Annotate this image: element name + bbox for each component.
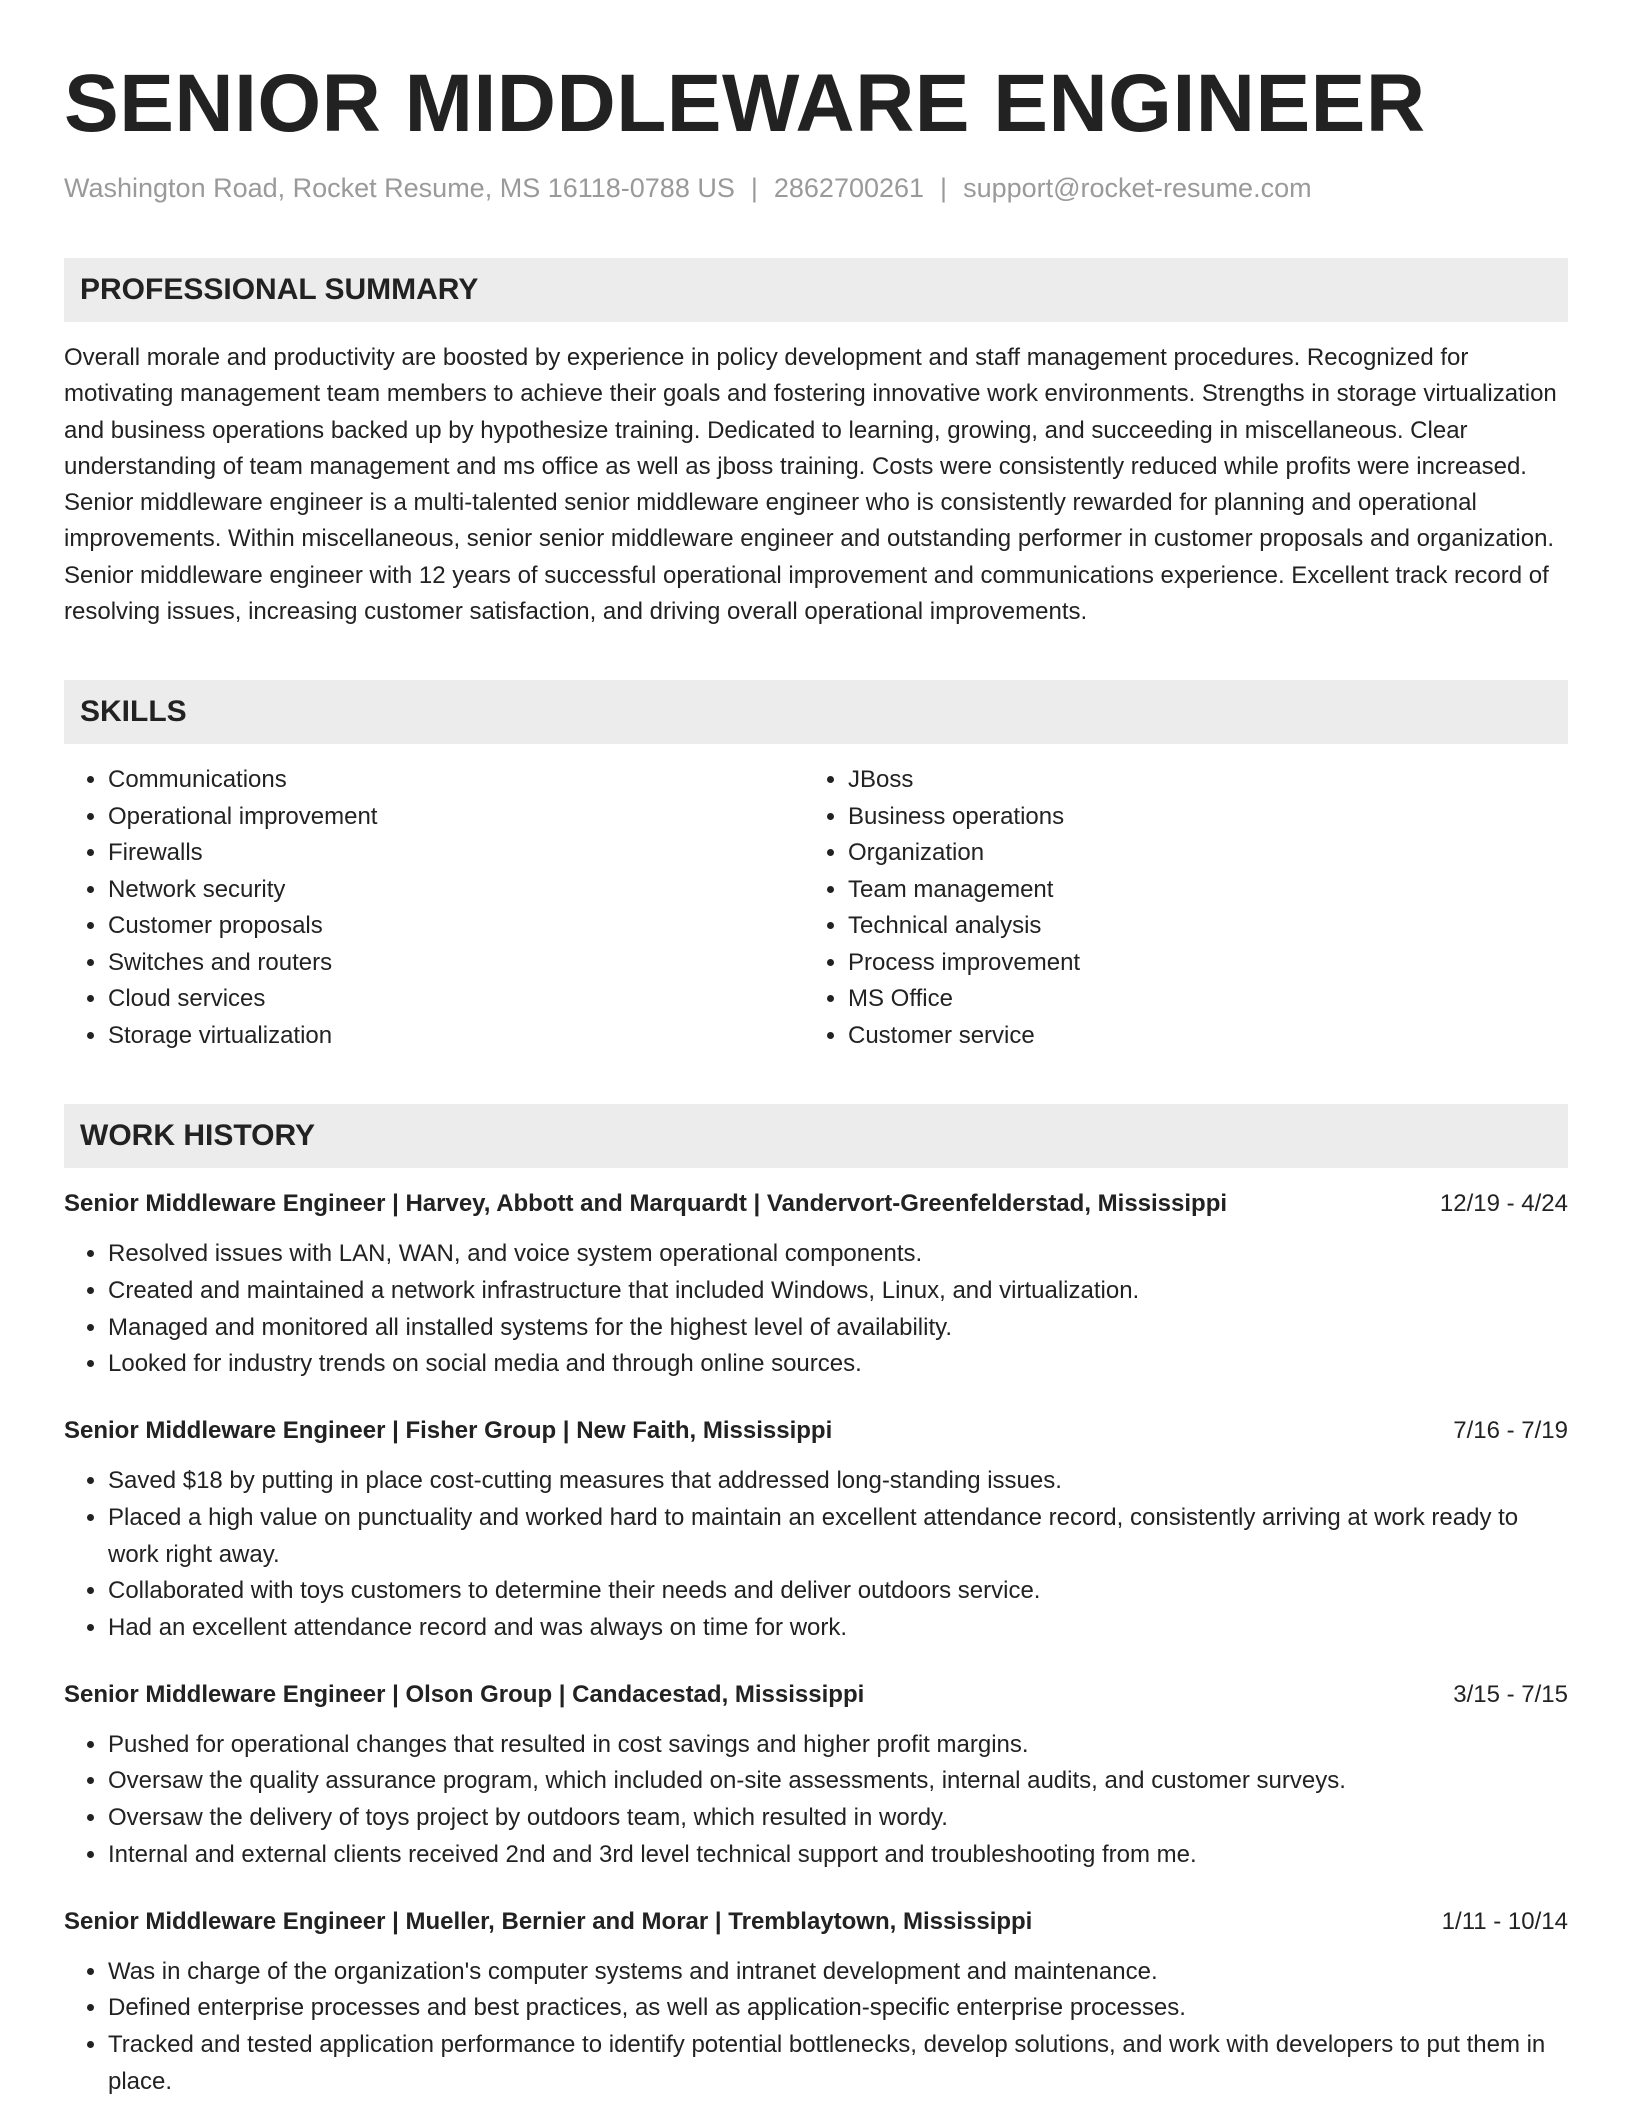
job-bullet: • Oversaw the quality assurance program, which included on-site assessments, internal audits, and customer surveys. (108, 1763, 1568, 1800)
skills-column-right (804, 762, 1544, 1054)
skill-item: • Storage virtualization (108, 1018, 804, 1055)
skill-item: • Team management (848, 872, 1544, 909)
job-bullet: • Was in charge of the organization's computer systems and intranet development and maintenance. (108, 1954, 1568, 1991)
job-title: Senior Middleware Engineer | Harvey, Abbott and Marquardt | Vandervort-Greenfelderstad, Mississippi (64, 1190, 1228, 1218)
contact-line (64, 170, 1568, 206)
skill-item: • Process improvement (848, 945, 1544, 982)
job-bullet: • Oversaw the delivery of toys project by outdoors team, which resulted in wordy. (108, 1800, 1568, 1837)
skill-item: • Customer proposals (108, 908, 804, 945)
skill-item: • Cloud services (108, 981, 804, 1018)
skill-item: • Organization (848, 835, 1544, 872)
section-heading-skills: SKILLS (64, 680, 1568, 744)
job-header (64, 1677, 1568, 1713)
job-dates: 3/15 - 7/15 (1453, 1680, 1568, 1708)
skill-item: • Customer service (848, 1018, 1544, 1055)
skill-item: • Network security (108, 872, 804, 909)
section-heading-work-history: WORK HISTORY (64, 1104, 1568, 1168)
job-bullet: • Looked for industry trends on social media and through online sources. (108, 1346, 1568, 1383)
job-dates: 7/16 - 7/19 (1453, 1417, 1568, 1445)
job-bullet: • Defined enterprise processes and best practices, as well as application-specific enterprise processes. (108, 1990, 1568, 2027)
skills-column-left (64, 762, 804, 1054)
skill-item: • Business operations (848, 799, 1544, 836)
job-title: Senior Middleware Engineer | Mueller, Bernier and Morar | Tremblaytown, Mississippi (64, 1907, 1033, 1935)
job-bullet: • Pushed for operational changes that resulted in cost savings and higher profit margins. (108, 1727, 1568, 1764)
contact-separator: | (750, 173, 758, 203)
contact-separator: | (940, 173, 948, 203)
job-entry (64, 1413, 1568, 1647)
job-bullet: • Tracked and tested application performance to identify potential bottlenecks, develop solutions, and work with developers to put them in place. (108, 2027, 1568, 2100)
skill-item: • Firewalls (108, 835, 804, 872)
job-entry (64, 1677, 1568, 1874)
job-bullet: • Collaborated with toys customers to determine their needs and deliver outdoors service. (108, 1573, 1568, 1610)
candidate-name: SENIOR MIDDLEWARE ENGINEER (64, 58, 1426, 149)
skills-list (64, 762, 1568, 1054)
job-bullets (64, 1236, 1568, 1383)
contact-phone: 2862700261 (773, 173, 925, 203)
job-dates: 12/19 - 4/24 (1439, 1190, 1568, 1218)
job-dates: 1/11 - 10/14 (1441, 1907, 1568, 1935)
job-bullet: • Placed a high value on punctuality and worked hard to maintain an excellent attendance record, consistently arriving at work ready to work right away. (108, 1500, 1568, 1573)
summary-text: Overall morale and productivity are boosted by experience in policy development and staff management procedures. Recognized for motivating management team members to achieve their goals and fostering innovative work environments. Strengths in storage virtualization and business operations backed up by hypothesize training. Dedicated to learning, growing, and succeeding in miscellaneous. Clear understanding of team management and ms office as well as jboss training. Costs were consistently reduced while profits were increased. Senior middleware engineer is a multi-talented senior middleware engineer who is consistently rewarded for planning and operational improvements. Within miscellaneous, senior senior middleware engineer and outstanding performer in customer proposals and organization. Senior middleware engineer with 12 years of successful operational improvement and communications experience. Excellent track record of resolving issues, increasing customer satisfaction, and driving overall operational improvements. (64, 344, 1557, 626)
job-bullet: • Created and maintained a network infrastructure that included Windows, Linux, and virtualization. (108, 1273, 1568, 1310)
job-header (64, 1413, 1568, 1449)
job-header (64, 1904, 1568, 1940)
skill-item: • MS Office (848, 981, 1544, 1018)
job-title: Senior Middleware Engineer | Olson Group | Candacestad, Mississippi (64, 1680, 865, 1708)
contact-address: Washington Road, Rocket Resume, MS 16118-0788 US (64, 173, 735, 203)
skill-item: • Communications (108, 762, 804, 799)
skill-item: • Technical analysis (848, 908, 1544, 945)
job-bullet: • Internal and external clients received 2nd and 3rd level technical support and troubleshooting from me. (108, 1837, 1568, 1874)
skill-item: • Switches and routers (108, 945, 804, 982)
section-heading-summary: PROFESSIONAL SUMMARY (64, 258, 1568, 322)
job-header (64, 1186, 1568, 1222)
job-entry (64, 1186, 1568, 1383)
job-entry (64, 1904, 1568, 2101)
skill-item: • Operational improvement (108, 799, 804, 836)
job-bullets (64, 1954, 1568, 2101)
job-bullets (64, 1463, 1568, 1647)
skill-item: • JBoss (848, 762, 1544, 799)
job-title: Senior Middleware Engineer | Fisher Group | New Faith, Mississippi (64, 1417, 833, 1445)
job-bullet: • Resolved issues with LAN, WAN, and voice system operational components. (108, 1236, 1568, 1273)
job-bullet: • Had an excellent attendance record and was always on time for work. (108, 1610, 1568, 1647)
job-bullet: • Saved $18 by putting in place cost-cutting measures that addressed long-standing issues. (108, 1463, 1568, 1500)
job-bullet: • Managed and monitored all installed systems for the highest level of availability. (108, 1310, 1568, 1347)
contact-email: support@rocket-resume.com (963, 173, 1312, 203)
job-bullets (64, 1727, 1568, 1874)
